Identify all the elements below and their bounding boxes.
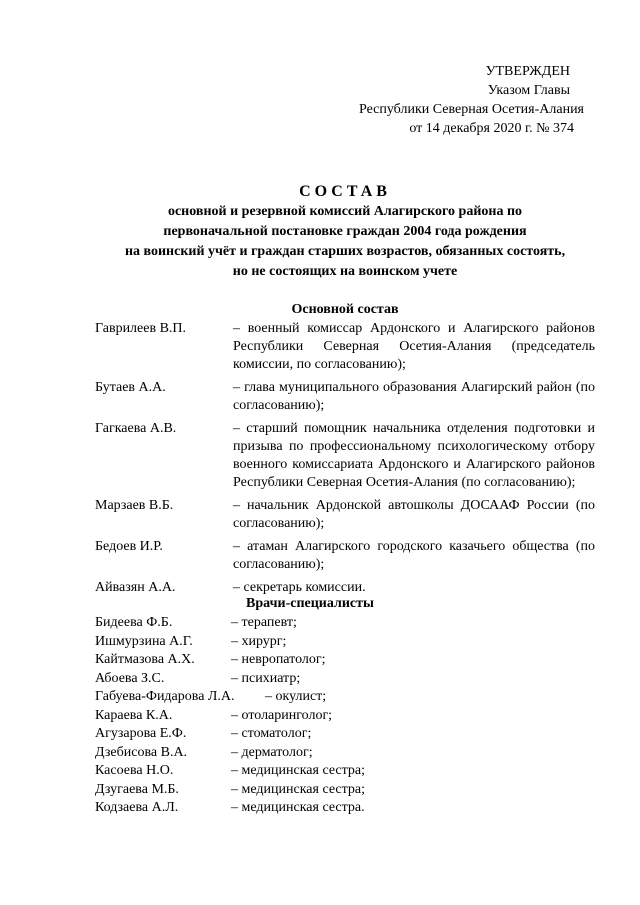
doctor-role: – медицинская сестра.: [231, 800, 365, 815]
member-row: [95, 420, 595, 492]
approval-stamp: [330, 62, 620, 138]
doctor-row: [95, 781, 515, 800]
doctor-row: [95, 614, 515, 633]
document-title: СОСТАВ: [299, 183, 391, 200]
approval-line: Указом Главы: [487, 83, 570, 98]
member-name: Бутаев А.А.: [95, 380, 166, 395]
doctor-row: [95, 762, 515, 781]
doctor-name: Бидеева Ф.Б.: [95, 615, 173, 630]
document-title-block: [95, 182, 595, 282]
doctor-role: – терапевт;: [231, 615, 297, 630]
doctors-list: [95, 614, 515, 818]
doctor-name: Касоева Н.О.: [95, 763, 174, 778]
main-section-heading: Основной состав: [291, 302, 399, 317]
subtitle-line: но не состоящих на воинском учете: [232, 264, 458, 279]
member-name: Айвазян А.А.: [95, 580, 176, 595]
approval-line: от 14 декабря 2020 г. № 374: [409, 121, 574, 136]
doctor-name: Абоева З.С.: [95, 670, 165, 686]
doctor-row: [95, 799, 515, 818]
doctor-row: [95, 707, 515, 726]
member-name: Бедоев И.Р.: [95, 539, 163, 554]
member-name: Гаврилеев В.П.: [95, 321, 187, 336]
approval-line: УТВЕРЖДЕН: [485, 64, 570, 79]
doctor-role: – хирург;: [231, 633, 287, 649]
doctor-name: Кайтмазова А.Х.: [95, 652, 195, 667]
doctor-name: Дзебисова В.А.: [95, 744, 188, 760]
member-row: [95, 538, 595, 574]
doctor-name: Кодзаева А.Л.: [95, 800, 179, 815]
doctor-role: – стоматолог;: [231, 726, 312, 741]
doctor-name: Дзугаева М.Б.: [95, 781, 179, 797]
approval-line: Республики Северная Осетия-Алания: [359, 102, 584, 117]
member-row: [95, 497, 595, 533]
subtitle-line: первоначальной постановке граждан 2004 года рождения: [163, 224, 527, 239]
doctor-role: – отоларинголог;: [231, 707, 333, 723]
doctor-name: Караева К.А.: [95, 707, 173, 723]
doctor-role: – медицинская сестра;: [231, 763, 365, 778]
member-row: [95, 579, 595, 597]
doctor-role: – психиатр;: [231, 670, 301, 686]
member-name: Марзаев В.Б.: [95, 498, 174, 513]
doctor-role: – окулист;: [265, 689, 327, 704]
subtitle-line: основной и резервной комиссий Алагирского района по: [167, 204, 523, 219]
doctor-row: [95, 744, 515, 763]
subtitle-line: на воинский учёт и граждан старших возрастов, обязанных состоять,: [124, 244, 566, 259]
doctor-row: [95, 688, 515, 707]
doctor-row: [95, 670, 515, 689]
member-role: – начальник Ардонской автошколы ДОСААФ России (по согласованию);: [233, 498, 595, 531]
main-members-list: [95, 320, 595, 602]
member-row: [95, 320, 595, 374]
member-name: Гагкаева А.В.: [95, 421, 177, 436]
doctor-role: – дерматолог;: [231, 744, 313, 760]
member-row: [95, 379, 595, 415]
member-role: – глава муниципального образования Алагирский район (по согласованию);: [233, 380, 595, 413]
doctor-role: – невропатолог;: [231, 652, 326, 667]
doctor-row: [95, 651, 515, 670]
member-role: – атаман Алагирского городского казачьего общества (по согласованию);: [233, 539, 595, 572]
doctor-name: Агузарова Е.Ф.: [95, 726, 187, 741]
doctors-section-heading: Врачи-специалисты: [246, 596, 374, 611]
doctor-row: [95, 633, 515, 652]
member-role: – военный комиссар Ардонского и Алагирского районов Республики Северная Осетия-Алания (председатель комиссии, по согласованию);: [233, 321, 595, 372]
member-role: – секретарь комиссии.: [233, 580, 366, 595]
doctor-row: [95, 725, 515, 744]
doctor-role: – медицинская сестра;: [231, 781, 365, 797]
member-role: – старший помощник начальника отделения подготовки и призыва по профессиональному психологическому отбору военного комиссариата Ардонского и Алагирского районов Республики Северная Осетия-Алания (по согласованию);: [233, 421, 595, 490]
doctor-name: Габуева-Фидарова Л.А.: [95, 689, 235, 704]
doctor-name: Ишмурзина А.Г.: [95, 633, 193, 649]
